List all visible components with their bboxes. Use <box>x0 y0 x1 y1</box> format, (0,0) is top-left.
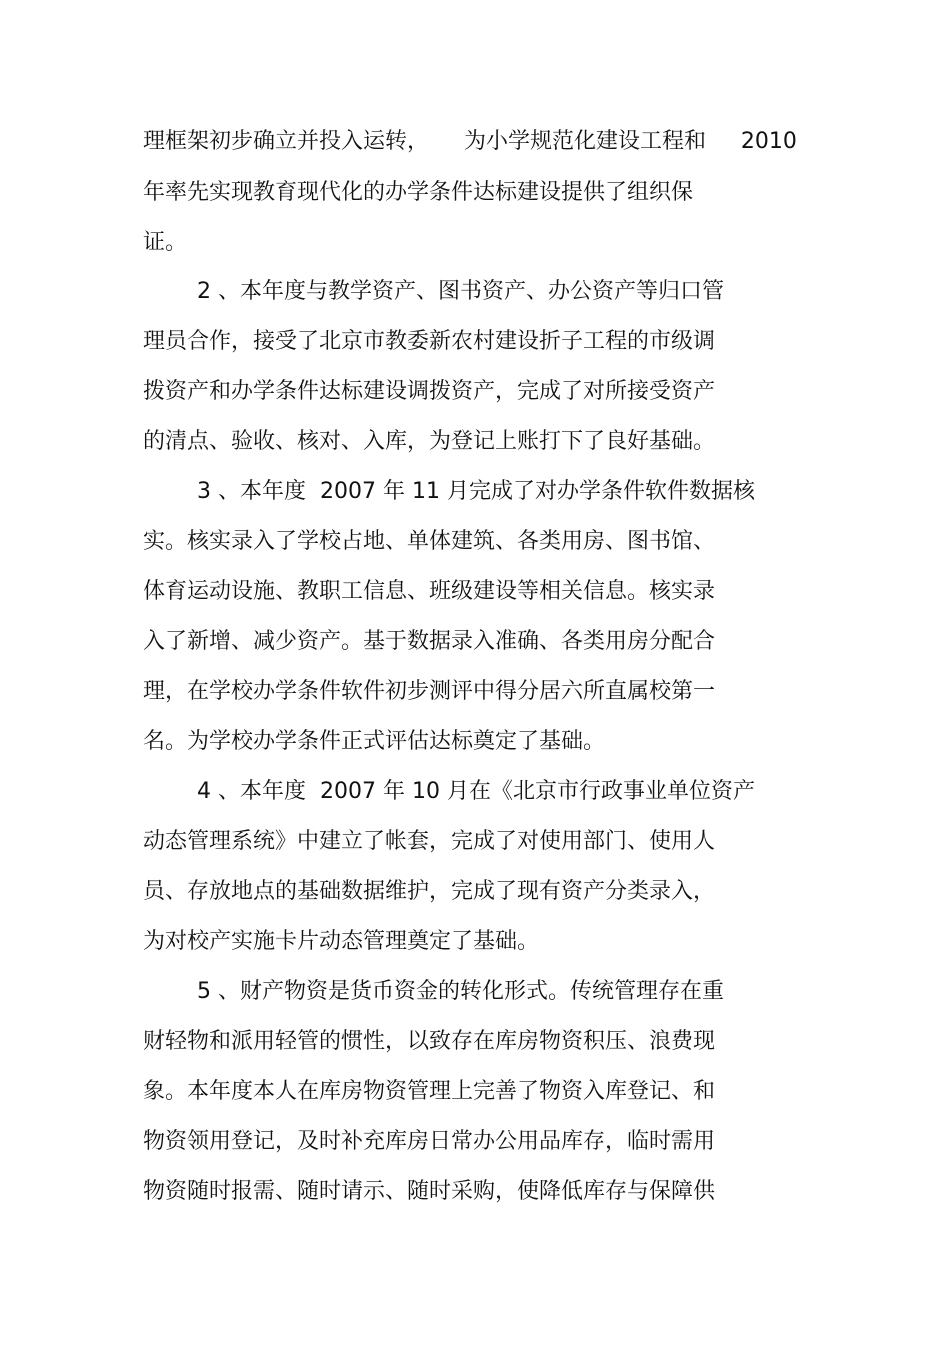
text-line: 名。为学校办学条件正式评估达标奠定了基础。 <box>143 729 606 754</box>
text-line: 理，在学校办学条件软件初步测评中得分居六所直属校第一 <box>143 679 716 704</box>
text-line: 证。 <box>143 230 188 255</box>
text-line: 入了新增、减少资产。基于数据录入准确、各类用房分配合 <box>143 629 716 654</box>
text-line: 理员合作，接受了北京市教委新农村建设折子工程的市级调 <box>143 329 716 354</box>
paragraph-5-first-line: 5 、财产物资是货币资金的转化形式。传统管理存在重 <box>197 979 724 1004</box>
paragraph-3-first-line: 3 、本年度 2007 年 11 月完成了对办学条件软件数据核 <box>197 479 755 504</box>
text-line: 年率先实现教育现代化的办学条件达标建设提供了组织保 <box>143 180 694 205</box>
text-line: 员、存放地点的基础数据维护，完成了现有资产分类录入， <box>143 879 716 904</box>
text-line: 实。核实录入了学校占地、单体建筑、各类用房、图书馆、 <box>143 529 716 554</box>
text-line: 物资随时报需、随时请示、随时采购，使降低库存与保障供 <box>143 1179 716 1204</box>
text-line: 体育运动设施、教职工信息、班级建设等相关信息。核实录 <box>143 579 716 604</box>
text-line: 为对校产实施卡片动态管理奠定了基础。 <box>143 929 540 954</box>
text-line: 拨资产和办学条件达标建设调拨资产，完成了对所接受资产 <box>143 379 716 404</box>
text-line: 象。本年度本人在库房物资管理上完善了物资入库登记、和 <box>143 1079 716 1104</box>
text-line: 物资领用登记，及时补充库房日常办公用品库存，临时需用 <box>143 1129 716 1154</box>
paragraph-2-first-line: 2 、本年度与教学资产、图书资产、办公资产等归口管 <box>197 279 724 304</box>
text-line: 财轻物和派用轻管的惯性，以致存在库房物资积压、浪费现 <box>143 1029 716 1054</box>
text-line: 动态管理系统》中建立了帐套，完成了对使用部门、使用人 <box>143 829 716 854</box>
text-line: 理框架初步确立并投入运转， 为小学规范化建设工程和 2010 <box>143 129 797 154</box>
text-line: 的清点、验收、核对、入库，为登记上账打下了良好基础。 <box>143 429 716 454</box>
paragraph-4-first-line: 4 、本年度 2007 年 10 月在《北京市行政事业单位资产 <box>197 779 755 804</box>
